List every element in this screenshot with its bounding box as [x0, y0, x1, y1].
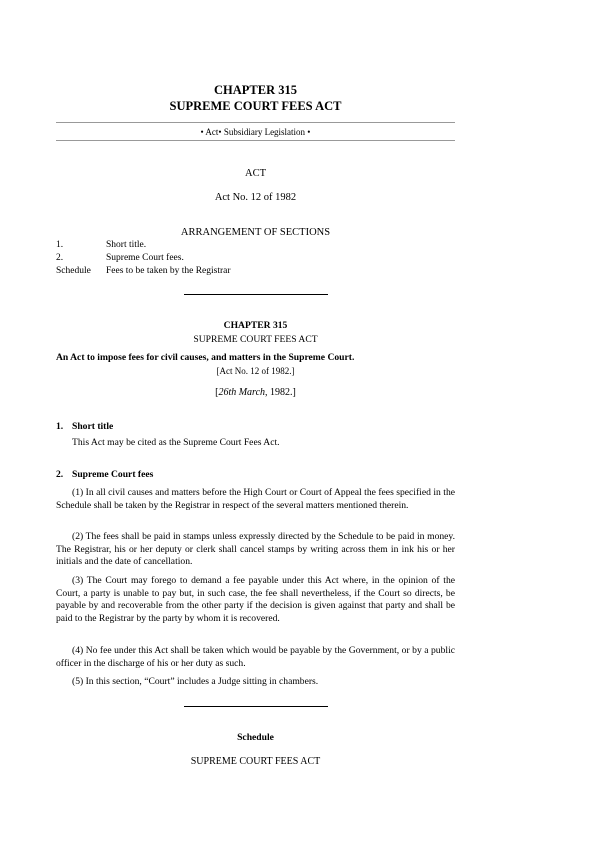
arrangement-title: Fees to be taken by the Registrar — [106, 266, 231, 276]
section-1-heading — [56, 421, 113, 432]
section-2-subsection-5: (5) In this section, “Court” includes a Judge sitting in chambers. — [72, 676, 319, 687]
arrangement-number: 2. — [56, 253, 64, 263]
date-bracket: [ — [215, 387, 219, 398]
commencement-date — [56, 387, 455, 398]
arrangement-title: Short title. — [106, 240, 147, 250]
section-divider — [184, 294, 328, 295]
arrangement-row[interactable] — [56, 252, 184, 264]
nav-bottom-rule — [56, 140, 455, 141]
section-number: 1. — [56, 421, 64, 432]
section-2-subsection-3: (3) The Court may forego to demand a fee payable under this Act where, in the opinion of the Court, a party is unable to pay but, in such case, the fee shall nevertheless, if the Court so directs, be payable by and recoverable from the other party if the decision is given against that party and shall be paid to the Registrar by the party by whom it is recovered. — [56, 575, 455, 624]
section-heading-text: Short title — [72, 421, 114, 432]
section-2-heading — [56, 469, 153, 480]
act-title-heading: SUPREME COURT FEES ACT — [169, 99, 342, 113]
legislation-nav-links[interactable]: • Act• Subsidiary Legislation • — [200, 127, 311, 137]
arrangement-title: Supreme Court fees. — [106, 253, 184, 263]
date-italic: 26th March — [218, 387, 266, 398]
arrangement-row[interactable] — [56, 239, 146, 251]
section-number: 2. — [56, 469, 64, 480]
arrangement-number: 1. — [56, 240, 64, 250]
section-1-paragraph: This Act may be cited as the Supreme Court Fees Act. — [72, 437, 280, 448]
section-2-subsection-1: (1) In all civil causes and matters before the High Court or Court of Appeal the fees specified in the Schedule shall be taken by the Registrar in respect of the several matters mentioned therein. — [56, 487, 455, 511]
chapter-heading: CHAPTER 315 — [214, 83, 297, 97]
act-reference: [Act No. 12 of 1982.] — [216, 366, 295, 376]
long-title: An Act to impose fees for civil causes, and matters in the Supreme Court. — [56, 352, 355, 363]
body-chapter-heading: CHAPTER 315 — [223, 320, 288, 331]
arrangement-heading: ARRANGEMENT OF SECTIONS — [180, 227, 331, 238]
arrangement-number: Schedule — [56, 266, 91, 276]
arrangement-row[interactable] — [56, 265, 231, 277]
act-number: Act No. 12 of 1982 — [214, 192, 297, 203]
schedule-divider — [184, 706, 328, 707]
date-rest: , 1982.] — [265, 387, 296, 398]
schedule-heading: Schedule — [237, 732, 274, 743]
section-heading-text: Supreme Court fees — [72, 469, 154, 480]
body-act-title: SUPREME COURT FEES ACT — [193, 334, 318, 345]
section-2-subsection-4: (4) No fee under this Act shall be taken which would be payable by the Government, or by a public officer in the discharge of his or her duty as such. — [56, 645, 455, 669]
nav-top-rule — [56, 122, 455, 123]
schedule-act-title: SUPREME COURT FEES ACT — [190, 756, 321, 767]
section-2-subsection-2: (2) The fees shall be paid in stamps unless expressly directed by the Schedule to be paid in money. The Registrar, his or her deputy or clerk shall cancel stamps by writing across them in ink his or her initials and the date of cancellation. — [56, 531, 455, 568]
act-label: ACT — [245, 168, 266, 179]
